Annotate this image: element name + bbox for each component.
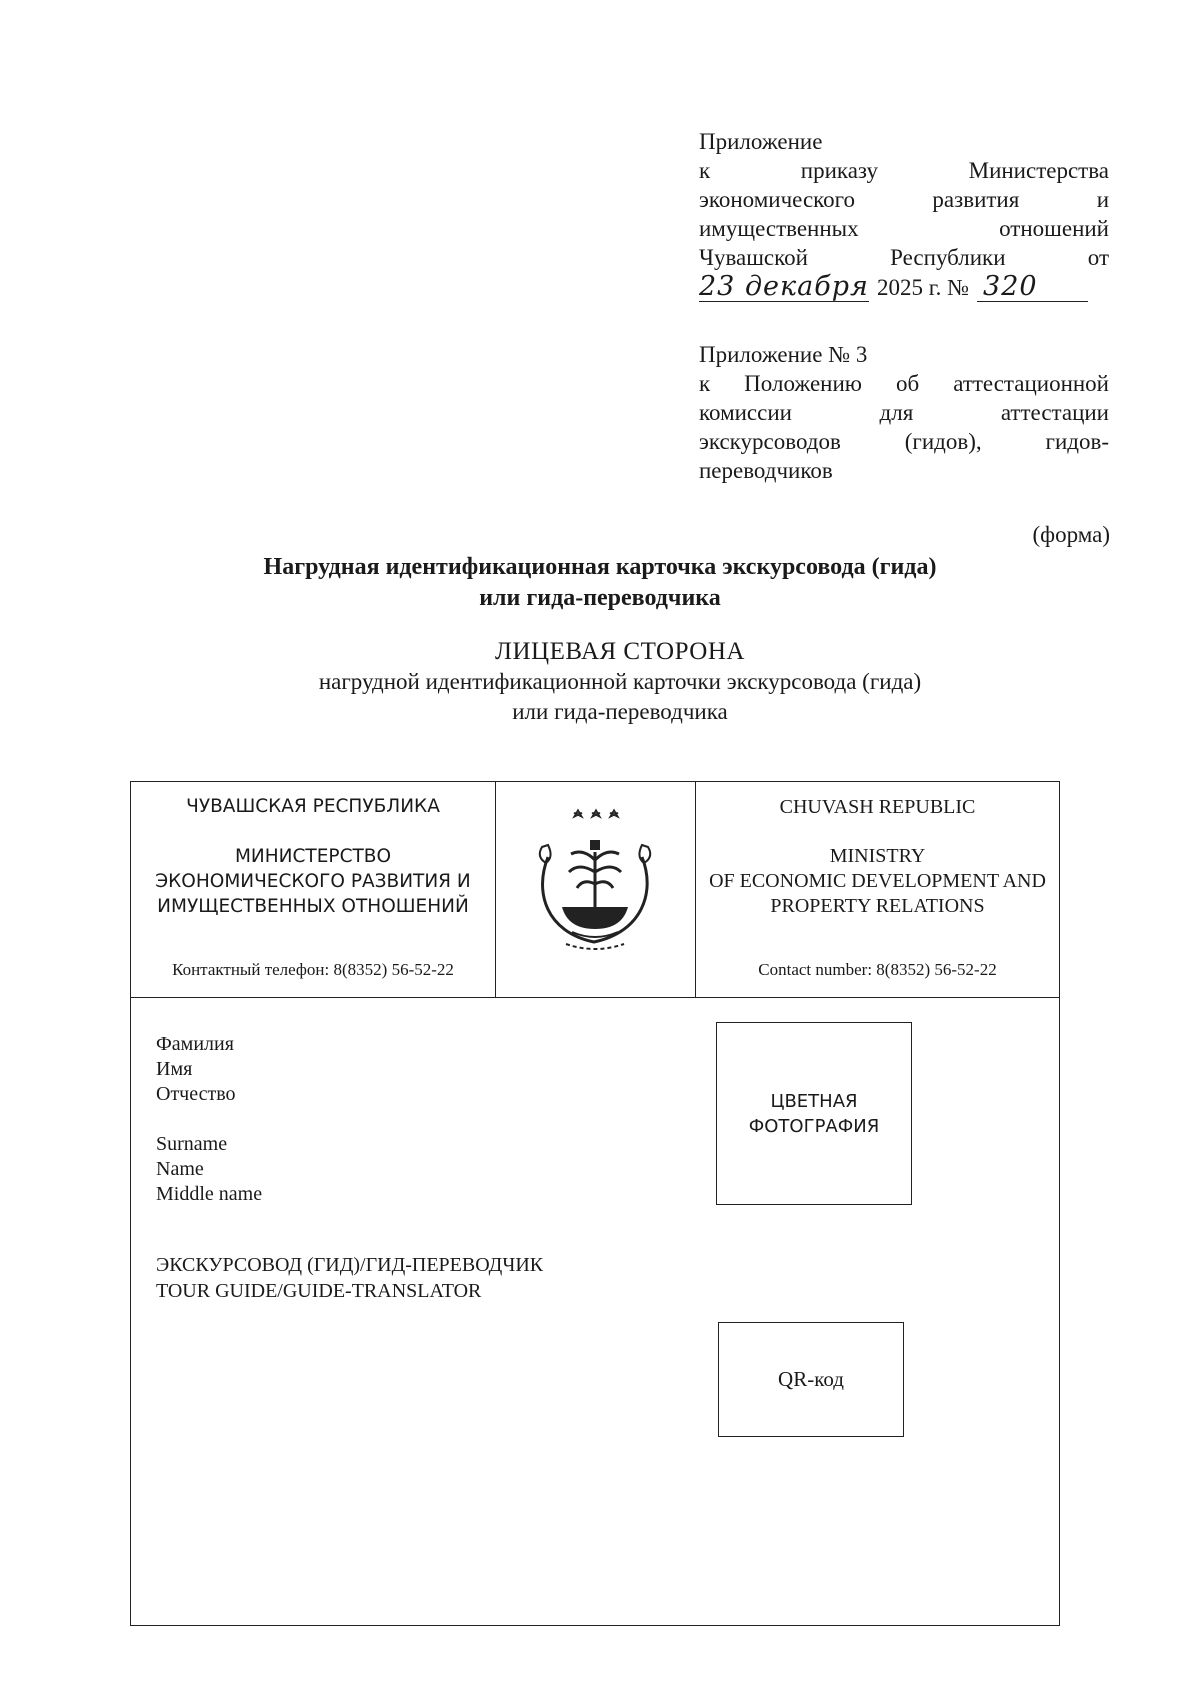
role-en: TOUR GUIDE/GUIDE-TRANSLATOR <box>156 1280 482 1302</box>
document-title <box>0 552 1200 614</box>
field-name-ru: Имя <box>156 1058 193 1080</box>
appendix-line: экскурсоводов (гидов), гидов- <box>699 429 1109 454</box>
face-side-line: нагрудной идентификационной карточки экскурсовода (гида) <box>318 669 922 694</box>
card-header <box>131 782 1059 998</box>
role-text <box>156 1252 543 1304</box>
ministry-ru-line: МИНИСТЕРСТВО <box>234 846 392 867</box>
face-side-line: или гида-переводчика <box>512 699 728 724</box>
form-label: (форма) <box>1032 522 1110 547</box>
phone-en: Contact number: 8(8352) 56-52-22 <box>758 960 997 979</box>
card-header-en <box>696 782 1059 997</box>
order-date-line <box>699 272 1109 302</box>
field-middle-name-en: Middle name <box>156 1183 263 1205</box>
ministry-ru-line: ЭКОНОМИЧЕСКОГО РАЗВИТИЯ И <box>155 871 471 892</box>
face-side-title: ЛИЦЕВАЯ СТОРОНА <box>495 638 745 665</box>
photo-placeholder <box>716 1022 912 1205</box>
role-ru: ЭКСКУРСОВОД (ГИД)/ГИД-ПЕРЕВОДЧИК <box>156 1254 544 1276</box>
ministry-en <box>696 844 1059 919</box>
photo-label-line: ЦВЕТНАЯ <box>770 1090 858 1112</box>
title-line: или гида-переводчика <box>479 585 721 611</box>
appendix-line: к приказу Министерства <box>699 158 1109 183</box>
appendix-line: Приложение № 3 <box>699 342 868 367</box>
order-year-text: 2025 г. № <box>877 275 970 300</box>
ministry-en-line: PROPERTY RELATIONS <box>770 895 985 917</box>
field-surname-ru: Фамилия <box>156 1033 234 1055</box>
qr-label: QR-код <box>778 1367 844 1391</box>
ministry-ru-line: ИМУЩЕСТВЕННЫХ ОТНОШЕНИЙ <box>157 896 469 917</box>
field-middle-name-ru: Отчество <box>156 1083 236 1105</box>
handwritten-order-number: 320 <box>977 272 1088 302</box>
appendix-line: имущественных отношений <box>699 216 1109 241</box>
phone-ru: Контактный телефон: 8(8352) 56-52-22 <box>172 960 454 979</box>
appendix-order-block <box>699 127 1109 302</box>
field-name-en: Name <box>156 1158 204 1180</box>
appendix-line: экономического развития и <box>699 187 1109 212</box>
handwritten-date: 23 декабря <box>699 271 869 302</box>
photo-label-line: ФОТОГРАФИЯ <box>748 1115 880 1137</box>
republic-ru: ЧУВАШСКАЯ РЕСПУБЛИКА <box>186 796 440 817</box>
ministry-en-line: OF ECONOMIC DEVELOPMENT AND <box>709 870 1046 892</box>
ministry-ru <box>131 844 495 919</box>
qr-code-placeholder <box>718 1322 904 1437</box>
appendix-regulation-block <box>699 340 1109 485</box>
ministry-en-line: MINISTRY <box>829 845 926 867</box>
field-surname-en: Surname <box>156 1133 228 1155</box>
coat-of-arms-icon <box>496 782 696 997</box>
appendix-line: Чувашской Республики от <box>699 245 1109 270</box>
badge-card <box>130 781 1060 1626</box>
appendix-line: переводчиков <box>699 458 833 483</box>
face-side-heading <box>0 637 1200 727</box>
republic-en: CHUVASH REPUBLIC <box>779 796 976 818</box>
card-header-ru <box>131 782 496 997</box>
title-line: Нагрудная идентификационная карточка экскурсовода (гида) <box>263 554 937 580</box>
appendix-line: к Положению об аттестационной <box>699 371 1109 396</box>
appendix-line: Приложение <box>699 129 823 154</box>
appendix-line: комиссии для аттестации <box>699 400 1109 425</box>
name-fields <box>156 1032 262 1207</box>
